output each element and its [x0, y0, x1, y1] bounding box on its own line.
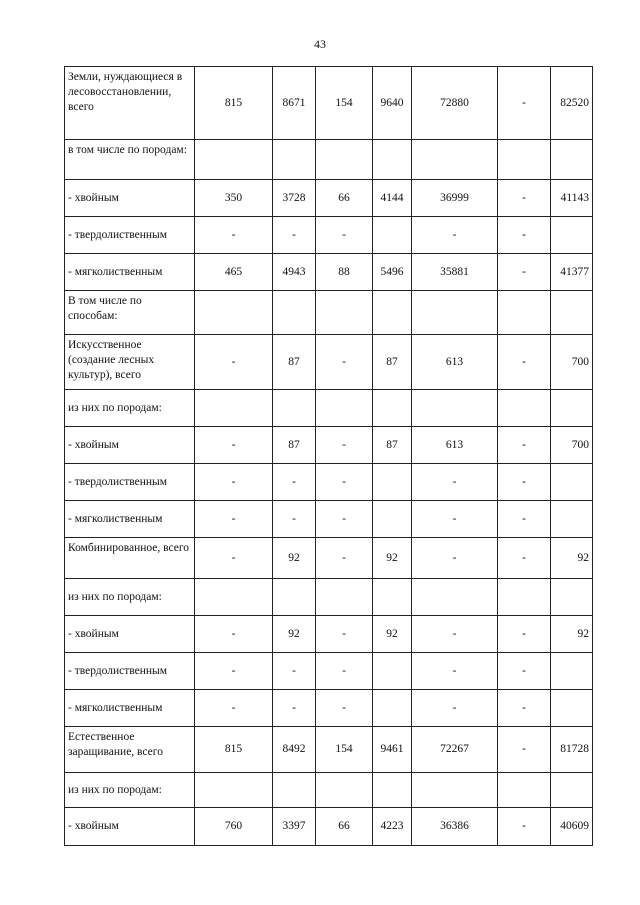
- table-cell: 9640: [373, 67, 412, 140]
- table-cell: 154: [316, 67, 373, 140]
- table-cell: [273, 140, 316, 180]
- row-label: - мягколиственным: [65, 690, 195, 727]
- table-cell: -: [195, 464, 273, 501]
- table-cell: [551, 390, 593, 427]
- table-cell: 66: [316, 808, 373, 846]
- table-cell: -: [316, 464, 373, 501]
- table-cell: [412, 390, 498, 427]
- table-cell: -: [273, 653, 316, 690]
- table-cell: -: [195, 501, 273, 538]
- table-cell: -: [498, 653, 551, 690]
- table-cell: [316, 140, 373, 180]
- table-cell: 4144: [373, 180, 412, 217]
- table-cell: 613: [412, 335, 498, 390]
- row-label: в том числе по породам:: [65, 140, 195, 180]
- table-cell: 8492: [273, 727, 316, 773]
- table-row: [65, 217, 593, 254]
- table-cell: -: [316, 616, 373, 653]
- table-cell: [195, 773, 273, 808]
- table-cell: -: [316, 427, 373, 464]
- table-cell: -: [412, 501, 498, 538]
- table-cell: 35881: [412, 254, 498, 291]
- row-label: - хвойным: [65, 180, 195, 217]
- table-cell: 92: [551, 616, 593, 653]
- table-cell: -: [316, 538, 373, 579]
- table-cell: [373, 291, 412, 335]
- table-row: [65, 140, 593, 180]
- table-row: [65, 67, 593, 140]
- table-cell: -: [412, 616, 498, 653]
- table-cell: 700: [551, 427, 593, 464]
- table-cell: -: [316, 335, 373, 390]
- table-cell: -: [316, 501, 373, 538]
- table-cell: -: [498, 690, 551, 727]
- table-cell: 36999: [412, 180, 498, 217]
- table-cell: -: [195, 653, 273, 690]
- table-cell: -: [498, 67, 551, 140]
- table-cell: 154: [316, 727, 373, 773]
- table-cell: -: [498, 727, 551, 773]
- table-cell: [273, 579, 316, 616]
- table-cell: -: [195, 427, 273, 464]
- table-cell: [498, 390, 551, 427]
- table-cell: [551, 579, 593, 616]
- table-cell: 87: [273, 335, 316, 390]
- table-cell: [195, 140, 273, 180]
- reforestation-table: [64, 66, 593, 846]
- row-label: - хвойным: [65, 808, 195, 846]
- table-cell: [195, 291, 273, 335]
- table-cell: 760: [195, 808, 273, 846]
- table-cell: -: [498, 217, 551, 254]
- table-row: [65, 579, 593, 616]
- table-cell: 87: [373, 335, 412, 390]
- row-label: В том числе по способам:: [65, 291, 195, 335]
- table-row: [65, 464, 593, 501]
- row-label: Комбинированное, всего: [65, 538, 195, 579]
- row-label: Искусственное (создание лесных культур), всего: [65, 335, 195, 390]
- table-cell: -: [273, 501, 316, 538]
- table-cell: -: [412, 217, 498, 254]
- table-cell: 66: [316, 180, 373, 217]
- table-cell: 8671: [273, 67, 316, 140]
- table-row: [65, 773, 593, 808]
- table-cell: -: [498, 501, 551, 538]
- table-cell: -: [195, 616, 273, 653]
- table-cell: -: [273, 464, 316, 501]
- row-label: Естественное заращивание, всего: [65, 727, 195, 773]
- table-cell: 613: [412, 427, 498, 464]
- table-cell: [373, 773, 412, 808]
- table-cell: [412, 140, 498, 180]
- table-cell: [551, 140, 593, 180]
- table-cell: [373, 140, 412, 180]
- table-cell: 92: [373, 616, 412, 653]
- table-cell: -: [498, 616, 551, 653]
- table-cell: [551, 464, 593, 501]
- table-cell: 40609: [551, 808, 593, 846]
- table-cell: 72267: [412, 727, 498, 773]
- table-cell: -: [498, 427, 551, 464]
- table-cell: 9461: [373, 727, 412, 773]
- row-label: из них по породам:: [65, 579, 195, 616]
- table-cell: 4943: [273, 254, 316, 291]
- table-cell: 41143: [551, 180, 593, 217]
- table-cell: [551, 217, 593, 254]
- table-cell: -: [316, 690, 373, 727]
- table-cell: 815: [195, 67, 273, 140]
- table-cell: 72880: [412, 67, 498, 140]
- table-cell: 5496: [373, 254, 412, 291]
- table-cell: -: [498, 808, 551, 846]
- table-cell: [273, 773, 316, 808]
- table-cell: [195, 390, 273, 427]
- table-row: [65, 616, 593, 653]
- table-cell: -: [195, 690, 273, 727]
- table-cell: [498, 773, 551, 808]
- table-cell: 41377: [551, 254, 593, 291]
- table-cell: [551, 773, 593, 808]
- table-cell: 3728: [273, 180, 316, 217]
- table-row: [65, 808, 593, 846]
- table-row: [65, 653, 593, 690]
- table-cell: -: [498, 538, 551, 579]
- page-number: 43: [314, 37, 326, 51]
- table-cell: -: [195, 538, 273, 579]
- table-cell: -: [498, 180, 551, 217]
- row-label: - твердолиственным: [65, 464, 195, 501]
- table-cell: [373, 579, 412, 616]
- table-cell: [316, 579, 373, 616]
- table-row: [65, 690, 593, 727]
- table-cell: [551, 653, 593, 690]
- row-label: - твердолиственным: [65, 217, 195, 254]
- table-row: [65, 180, 593, 217]
- table-cell: 465: [195, 254, 273, 291]
- table-cell: 4223: [373, 808, 412, 846]
- table-cell: 36386: [412, 808, 498, 846]
- table-cell: [373, 464, 412, 501]
- table-cell: -: [412, 464, 498, 501]
- table-cell: -: [195, 217, 273, 254]
- table-cell: -: [412, 690, 498, 727]
- table-cell: 3397: [273, 808, 316, 846]
- table-cell: [373, 690, 412, 727]
- table-cell: -: [273, 690, 316, 727]
- table-body: [65, 67, 593, 846]
- table-cell: -: [498, 335, 551, 390]
- row-label: из них по породам:: [65, 390, 195, 427]
- table-cell: [373, 217, 412, 254]
- table-cell: [273, 390, 316, 427]
- table-cell: [498, 140, 551, 180]
- row-label: - хвойным: [65, 427, 195, 464]
- table-cell: 87: [273, 427, 316, 464]
- table-cell: 88: [316, 254, 373, 291]
- table-row: [65, 254, 593, 291]
- table-cell: 81728: [551, 727, 593, 773]
- table-cell: [316, 773, 373, 808]
- table-cell: [412, 773, 498, 808]
- table-cell: 87: [373, 427, 412, 464]
- row-label: из них по породам:: [65, 773, 195, 808]
- table-cell: [373, 390, 412, 427]
- table-cell: -: [412, 653, 498, 690]
- row-label: - твердолиственным: [65, 653, 195, 690]
- table-cell: [551, 690, 593, 727]
- table-cell: 82520: [551, 67, 593, 140]
- table-cell: [498, 291, 551, 335]
- table-row: [65, 390, 593, 427]
- row-label: - мягколиственным: [65, 254, 195, 291]
- table-row: [65, 538, 593, 579]
- table-row: [65, 727, 593, 773]
- table-cell: 92: [273, 616, 316, 653]
- table-cell: -: [273, 217, 316, 254]
- table-cell: [195, 579, 273, 616]
- table-cell: 92: [373, 538, 412, 579]
- table-cell: [316, 390, 373, 427]
- table-cell: [412, 579, 498, 616]
- table-cell: 815: [195, 727, 273, 773]
- table-cell: -: [412, 538, 498, 579]
- table-row: [65, 427, 593, 464]
- row-label: - хвойным: [65, 616, 195, 653]
- row-label: Земли, нуждающиеся в лесовосстановлении, всего: [65, 67, 195, 140]
- table-cell: [551, 291, 593, 335]
- table-cell: -: [316, 217, 373, 254]
- table-cell: [498, 579, 551, 616]
- table-cell: [412, 291, 498, 335]
- table-cell: 350: [195, 180, 273, 217]
- table-row: [65, 501, 593, 538]
- table-cell: [551, 501, 593, 538]
- table-cell: -: [498, 464, 551, 501]
- table-cell: [273, 291, 316, 335]
- table-cell: [373, 501, 412, 538]
- table-cell: -: [498, 254, 551, 291]
- table-cell: 92: [273, 538, 316, 579]
- row-label: - мягколиственным: [65, 501, 195, 538]
- table-cell: -: [316, 653, 373, 690]
- table-cell: [316, 291, 373, 335]
- table-cell: [373, 653, 412, 690]
- table-row: [65, 291, 593, 335]
- table-cell: 700: [551, 335, 593, 390]
- table-cell: -: [195, 335, 273, 390]
- table-row: [65, 335, 593, 390]
- table-cell: 92: [551, 538, 593, 579]
